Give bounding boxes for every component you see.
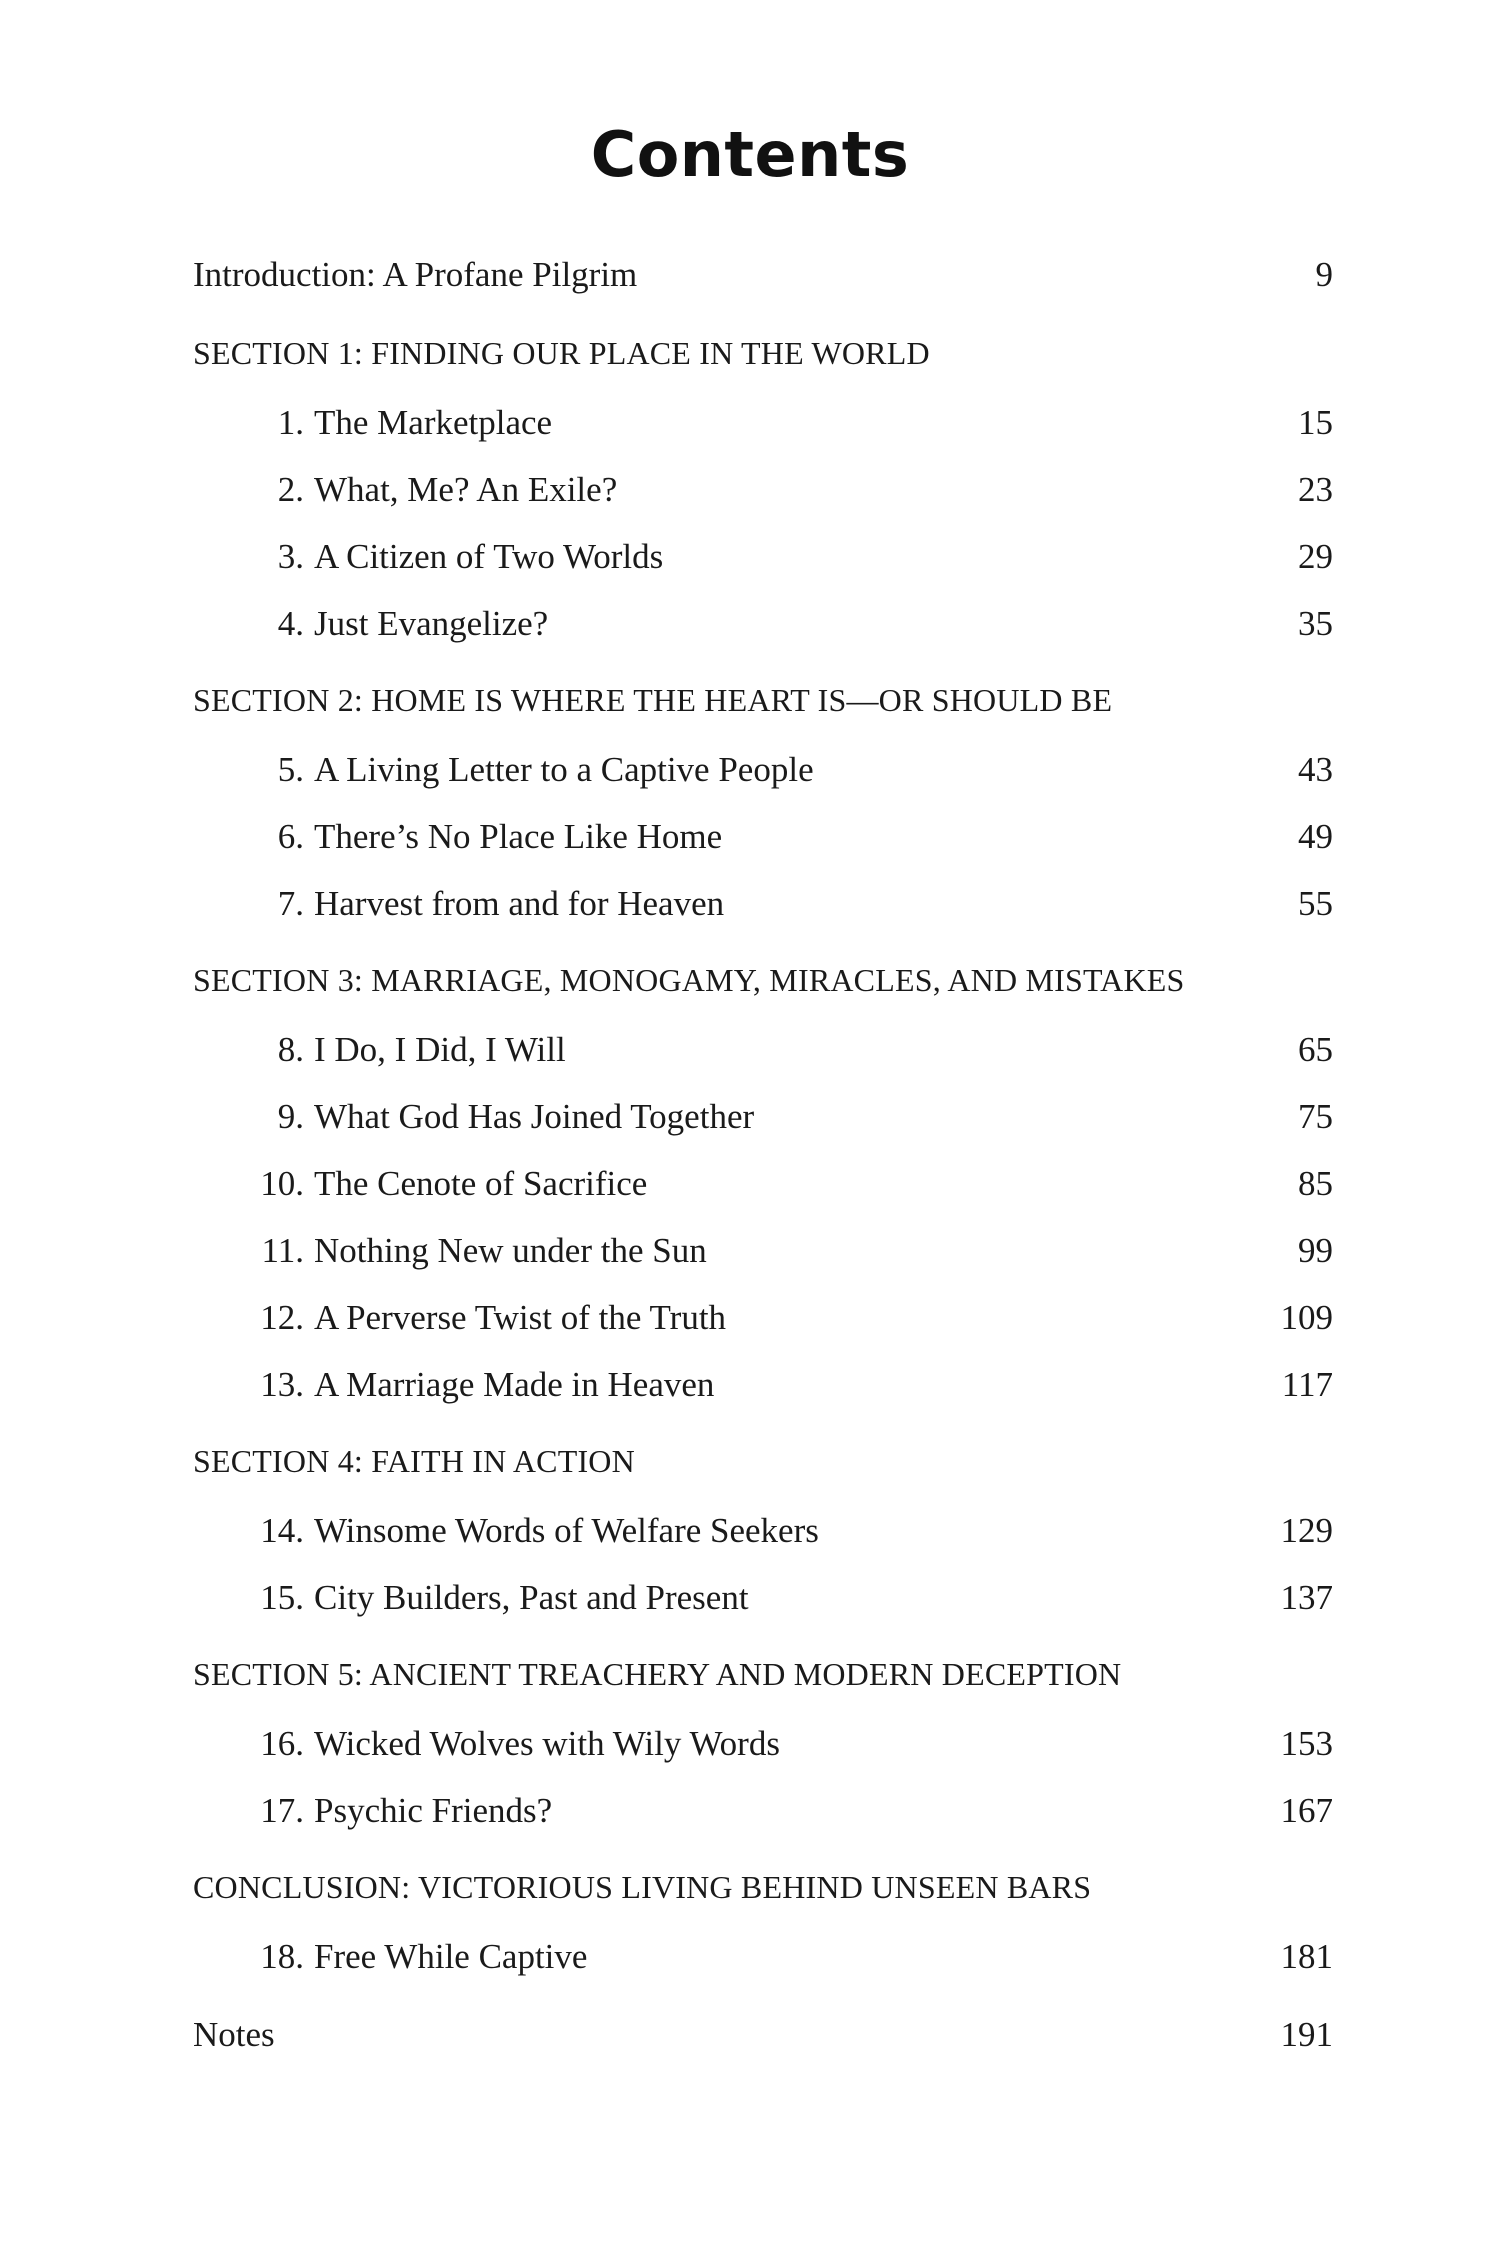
chapter-number: 14. <box>260 1511 304 1550</box>
section-heading-label: SECTION 4: FAITH IN ACTION <box>193 1443 635 1479</box>
toc-chapter-entry[interactable] <box>193 1164 1333 1231</box>
chapter-title: Just Evangelize? <box>314 604 549 643</box>
chapter-title: Free While Captive <box>314 1937 588 1976</box>
toc-chapter-entry[interactable] <box>193 817 1333 884</box>
entry-page-number: 9 <box>1315 255 1333 294</box>
chapter-number: 12. <box>260 1298 304 1337</box>
chapter-label <box>193 1937 1281 1977</box>
chapter-number: 11. <box>261 1231 304 1270</box>
toc-chapter-entry[interactable] <box>193 1365 1333 1432</box>
toc-chapter-entry[interactable] <box>193 1791 1333 1858</box>
chapter-page-number: 65 <box>1298 1030 1333 1069</box>
chapter-page-number: 15 <box>1298 403 1333 442</box>
chapter-label <box>193 403 1298 443</box>
toc-chapter-entry[interactable] <box>193 537 1333 604</box>
chapter-title: The Marketplace <box>314 403 553 442</box>
chapter-page-number: 23 <box>1298 470 1333 509</box>
section-heading-label: SECTION 3: MARRIAGE, MONOGAMY, MIRACLES, AND MISTAKES <box>193 962 1185 998</box>
chapter-number: 9. <box>277 1097 304 1136</box>
chapter-page-number: 181 <box>1280 1937 1333 1976</box>
section-heading <box>193 682 1333 730</box>
section-heading <box>193 1869 1333 1917</box>
chapter-label <box>193 470 1298 510</box>
toc-chapter-entry[interactable] <box>193 1724 1333 1791</box>
chapter-title: I Do, I Did, I Will <box>314 1030 566 1069</box>
chapter-label <box>193 1097 1298 1137</box>
chapter-title: What, Me? An Exile? <box>314 470 618 509</box>
chapter-page-number: 117 <box>1281 1365 1333 1404</box>
toc-chapter-entry[interactable] <box>193 604 1333 671</box>
chapter-label <box>193 1231 1298 1271</box>
chapter-label <box>193 1298 1281 1338</box>
toc-chapter-entry[interactable] <box>193 1097 1333 1164</box>
chapter-number: 5. <box>277 750 304 789</box>
chapter-page-number: 29 <box>1298 537 1333 576</box>
chapter-title: There’s No Place Like Home <box>314 817 723 856</box>
chapter-number: 7. <box>277 884 304 923</box>
chapter-title: Nothing New under the Sun <box>314 1231 707 1270</box>
chapter-label <box>193 750 1298 790</box>
toc-chapter-entry[interactable] <box>193 470 1333 537</box>
toc-chapter-entry[interactable] <box>193 1578 1333 1645</box>
toc-entry-notes[interactable] <box>193 2015 1333 2075</box>
toc-chapter-entry[interactable] <box>193 1030 1333 1097</box>
chapter-number: 18. <box>260 1937 304 1976</box>
chapter-page-number: 129 <box>1280 1511 1333 1550</box>
chapter-number: 4. <box>277 604 304 643</box>
toc-chapter-entry[interactable] <box>193 403 1333 470</box>
chapter-number: 13. <box>260 1365 304 1404</box>
section-heading <box>193 1443 1333 1491</box>
chapter-number: 6. <box>277 817 304 856</box>
chapter-number: 10. <box>260 1164 304 1203</box>
chapter-title: City Builders, Past and Present <box>314 1578 749 1617</box>
chapter-number: 2. <box>277 470 304 509</box>
section-heading <box>193 962 1333 1010</box>
chapter-label <box>193 884 1298 924</box>
chapter-title: A Perverse Twist of the Truth <box>314 1298 727 1337</box>
page-title: Contents <box>590 118 910 191</box>
chapter-title: Harvest from and for Heaven <box>314 884 725 923</box>
chapter-title: The Cenote of Sacrifice <box>314 1164 648 1203</box>
chapter-label <box>193 1511 1281 1551</box>
chapter-number: 3. <box>277 537 304 576</box>
chapter-page-number: 75 <box>1298 1097 1333 1136</box>
sections-list <box>193 335 1333 2004</box>
toc-entry-introduction[interactable] <box>193 255 1333 315</box>
section-heading-label: SECTION 2: HOME IS WHERE THE HEART IS—OR SHOULD BE <box>193 682 1113 718</box>
chapter-page-number: 137 <box>1280 1578 1333 1617</box>
chapter-label <box>193 1164 1298 1204</box>
chapter-title: Wicked Wolves with Wily Words <box>314 1724 780 1763</box>
section-heading-label: CONCLUSION: VICTORIOUS LIVING BEHIND UNSEEN BARS <box>193 1869 1092 1905</box>
toc-chapter-entry[interactable] <box>193 1231 1333 1298</box>
chapter-number: 1. <box>277 403 304 442</box>
chapter-page-number: 153 <box>1280 1724 1333 1763</box>
chapter-page-number: 49 <box>1298 817 1333 856</box>
chapter-label <box>193 817 1298 857</box>
chapter-number: 16. <box>260 1724 304 1763</box>
chapter-page-number: 35 <box>1298 604 1333 643</box>
chapter-number: 15. <box>260 1578 304 1617</box>
chapter-label <box>193 1791 1281 1831</box>
chapter-page-number: 55 <box>1298 884 1333 923</box>
chapter-title: Psychic Friends? <box>314 1791 553 1830</box>
chapter-label <box>193 537 1298 577</box>
chapter-page-number: 43 <box>1298 750 1333 789</box>
section-heading-label: SECTION 5: ANCIENT TREACHERY AND MODERN DECEPTION <box>193 1656 1122 1692</box>
chapter-label <box>193 1724 1281 1764</box>
chapter-page-number: 99 <box>1298 1231 1333 1270</box>
section-heading-label: SECTION 1: FINDING OUR PLACE IN THE WORLD <box>193 335 930 371</box>
chapter-title: A Citizen of Two Worlds <box>314 537 664 576</box>
entry-page-number: 191 <box>1280 2015 1333 2054</box>
chapter-page-number: 167 <box>1280 1791 1333 1830</box>
chapter-title: A Marriage Made in Heaven <box>314 1365 715 1404</box>
toc-chapter-entry[interactable] <box>193 1511 1333 1578</box>
toc-chapter-entry[interactable] <box>193 884 1333 951</box>
entry-label: Notes <box>193 2015 275 2054</box>
section-heading <box>193 335 1333 383</box>
chapter-label <box>193 1578 1281 1618</box>
chapter-title: A Living Letter to a Captive People <box>314 750 814 789</box>
chapter-page-number: 85 <box>1298 1164 1333 1203</box>
toc-chapter-entry[interactable] <box>193 750 1333 817</box>
chapter-page-number: 109 <box>1280 1298 1333 1337</box>
toc-chapter-entry[interactable] <box>193 1298 1333 1365</box>
chapter-label <box>193 604 1298 644</box>
chapter-title: What God Has Joined Together <box>314 1097 755 1136</box>
chapter-number: 8. <box>277 1030 304 1069</box>
table-of-contents <box>193 255 1333 2095</box>
toc-chapter-entry[interactable] <box>193 1937 1333 2004</box>
chapter-title: Winsome Words of Welfare Seekers <box>314 1511 819 1550</box>
chapter-label <box>193 1365 1282 1405</box>
entry-label: Introduction: A Profane Pilgrim <box>193 255 638 294</box>
chapter-label <box>193 1030 1298 1070</box>
section-heading <box>193 1656 1333 1704</box>
chapter-number: 17. <box>260 1791 304 1830</box>
